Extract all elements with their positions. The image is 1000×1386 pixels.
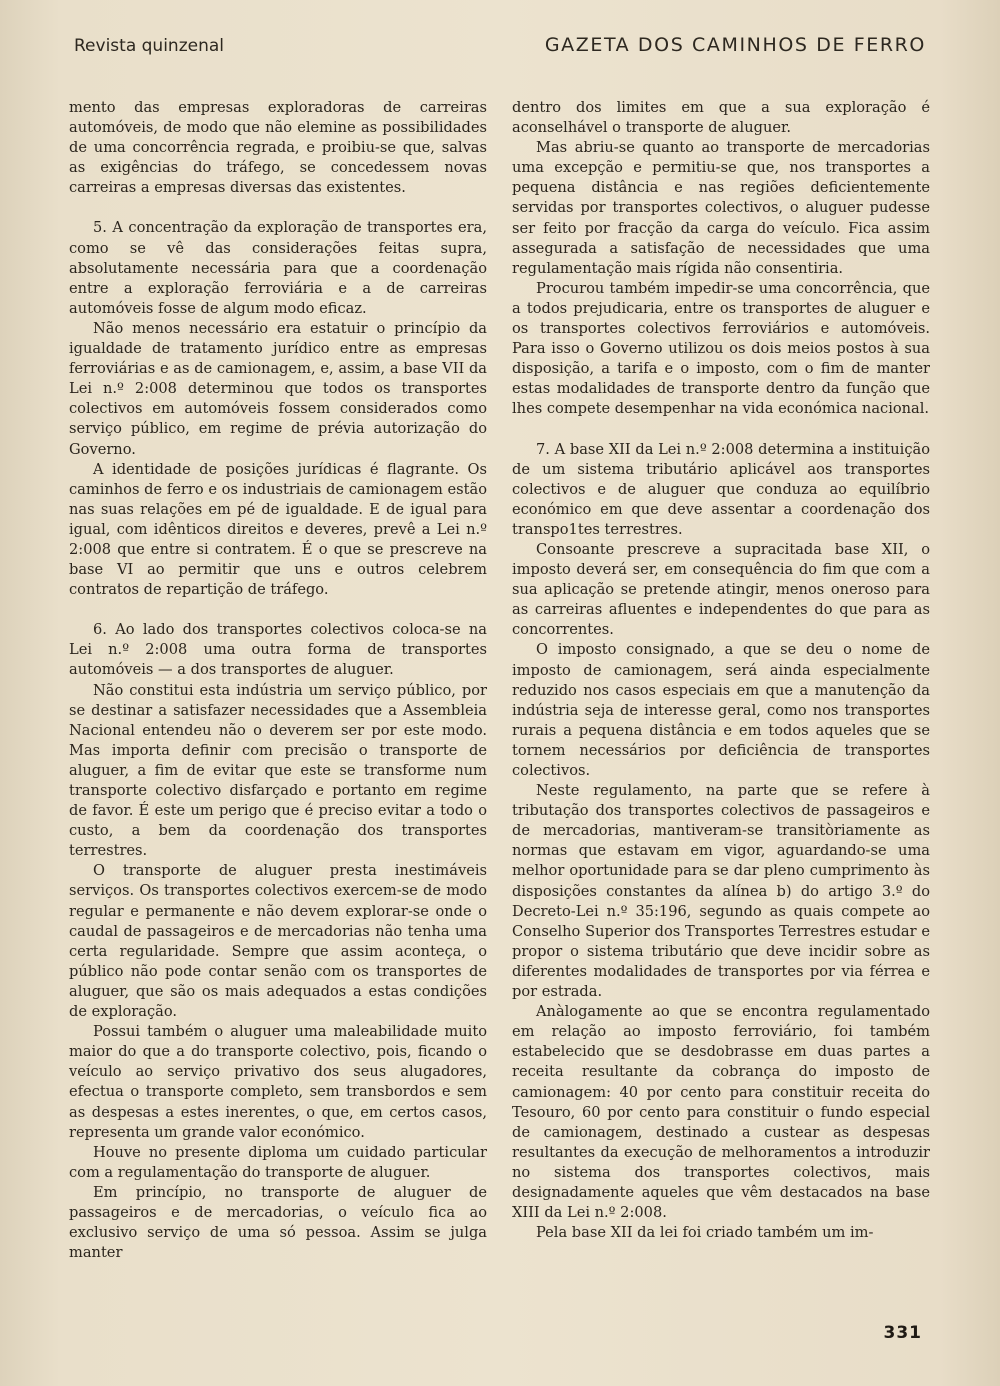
paragraph: 6. Ao lado dos transportes colectivos coloca-se na Lei n.º 2:008 uma outra forma de transportes automóveis — a dos transportes de aluguer. — [69, 621, 487, 679]
paragraph: Procurou também impedir-se uma concorrência, que a todos prejudicaria, entre os transportes de aluguer e os transportes colectivos ferroviários e automóveis. Para isso o Governo utilizou os dois meios postos à sua disposição, a tarifa e o imposto, com o fim de manter estas modalidades de transporte dentro da função que lhes compete desempenhar na vida económica nacional. — [512, 279, 930, 418]
header-publication-frequency: Revista quinzenal — [74, 36, 224, 56]
left-column — [69, 98, 487, 1263]
right-column — [512, 98, 930, 1243]
paragraph: Pela base XII da lei foi criado também um im- — [536, 1224, 874, 1242]
page-number: 331 — [883, 1323, 922, 1343]
paragraph: Não constitui esta indústria um serviço público, por se destinar a satisfazer necessidades que a Assembleia Nacional entendeu não o deverem ser por este modo. Mas importa definir com precisão o transporte de aluguer, a fim de evitar que este se transforme num transporte colectivo disfarçado e portanto em regime de favor. É este um perigo que é preciso evitar a todo o custo, a bem da coordenação dos transportes terrestres. — [69, 681, 487, 860]
paragraph: Mas abriu-se quanto ao transporte de mercadorias uma excepção e permitiu-se que, nos transportes a pequena distância e nas regiões deficientemente servidas por transportes colectivos, o aluguer pudesse ser feito por fracção da carga do veículo. Fica assim assegurada a satisfação de necessidades que uma regulamentação mais rígida não consentiria. — [512, 139, 930, 277]
running-header — [74, 36, 926, 60]
paragraph: A identidade de posições jurídicas é flagrante. Os caminhos de ferro e os industriais de camionagem estão nas suas relações em pé de igualdade. E de igual para igual, com idênticos direitos e deveres, prevê a Lei n.º 2:008 que entre si contratem. É o que se prescreve na base VI ao permitir que uns e outros celebrem contratos de repartição de tráfego. — [69, 460, 487, 599]
header-journal-title: GAZETA DOS CAMINHOS DE FERRO — [544, 34, 926, 56]
paragraph: O imposto consignado, a que se deu o nome de imposto de camionagem, será ainda especialmente reduzido nos casos especiais em que a manutenção da indústria seja de interesse geral, como nos transportes rurais a pequena distância e em todos aqueles que se tornem necessários por deficiência de transportes colectivos. — [512, 641, 930, 779]
paragraph: Houve no presente diploma um cuidado particular com a regulamentação do transporte de aluguer. — [69, 1143, 487, 1181]
paragraph: 5. A concentração da exploração de transportes era, como se vê das considerações feitas supra, absolutamente necessária para que a coordenação entre a exploração ferroviária e a de carreiras automóveis fosse de algum modo eficaz. — [69, 219, 487, 317]
paragraph: mento das empresas exploradoras de carreiras automóveis, de modo que não elemine as possibilidades de uma concorrência regrada, e proibiu-se que, salvas as exigências do tráfego, se concedessem novas carreiras a empresas diversas das existentes. — [69, 99, 487, 197]
paragraph: dentro dos limites em que a sua exploração é aconselhável o transporte de aluguer. — [512, 99, 930, 137]
paragraph: Não menos necessário era estatuir o princípio da igualdade de tratamento jurídico entre as empresas ferroviárias e as de camionagem, e, assim, a base VII da Lei n.º 2:008 determinou que todos os transportes colectivos em automóveis fossem considerados como serviço público, em regime de prévia autorização do Governo. — [69, 319, 487, 458]
paragraph: Neste regulamento, na parte que se refere à tributação dos transportes colectivos de passageiros e de mercadorias, mantiveram-se transitòriamente as normas que estavam em vigor, aguardando-se uma melhor oportunidade para se dar pleno cumprimento às disposições constantes da alínea b) do artigo 3.º do Decreto-Lei n.º 35:196, segundo as quais compete ao Conselho Superior dos Transportes Terrestres estudar e propor o sistema tributário que deve incidir sobre as diferentes modalidades de transportes por via férrea e por estrada. — [512, 782, 930, 1001]
paragraph: O transporte de aluguer presta inestimáveis serviços. Os transportes colectivos exercem-se de modo regular e permanente e não devem explorar-se onde o caudal de passageiros e de mercadorias não tenha uma certa regularidade. Sempre que assim aconteça, o público não pode contar senão com os transportes de aluguer, que são os mais adequados a estas condições de exploração. — [69, 862, 487, 1021]
paragraph: Possui também o aluguer uma maleabilidade muito maior do que a do transporte colectivo, pois, ficando o veículo ao serviço privativo dos seus alugadores, efectua o transporte completo, sem transbordos e sem as despesas a estes inerentes, o que, em certos casos, representa um grande valor económico. — [69, 1023, 487, 1141]
paragraph: 7. A base XII da Lei n.º 2:008 determina a instituição de um sistema tributário aplicável aos transportes colectivos e de aluguer que conduza ao equilíbrio económico em que deve assentar a coordenação dos transpo1tes terrestres. — [512, 440, 930, 538]
paragraph: Anàlogamente ao que se encontra regulamentado em relação ao imposto ferroviário, foi também estabelecido que se desdobrasse em duas partes a receita resultante da cobrança do imposto de camionagem: 40 por cento para constituir receita do Tesouro, 60 por cento para constituir o fundo especial de camionagem, destinado a custear as despesas resultantes da execução de melhoramentos a introduzir no sistema dos transportes colectivos, mais designadamente aqueles que vêm destacados na base XIII da Lei n.º 2:008. — [512, 1003, 930, 1222]
paragraph: Em princípio, no transporte de aluguer de passageiros e de mercadorias, o veículo fica ao exclusivo serviço de uma só pessoa. Assim se julga manter — [69, 1183, 487, 1262]
paragraph: Consoante prescreve a supracitada base XII, o imposto deverá ser, em consequência do fim que com a sua aplicação se pretende atingir, menos oneroso para as carreiras afluentes e independentes do que para as concorrentes. — [512, 540, 930, 639]
